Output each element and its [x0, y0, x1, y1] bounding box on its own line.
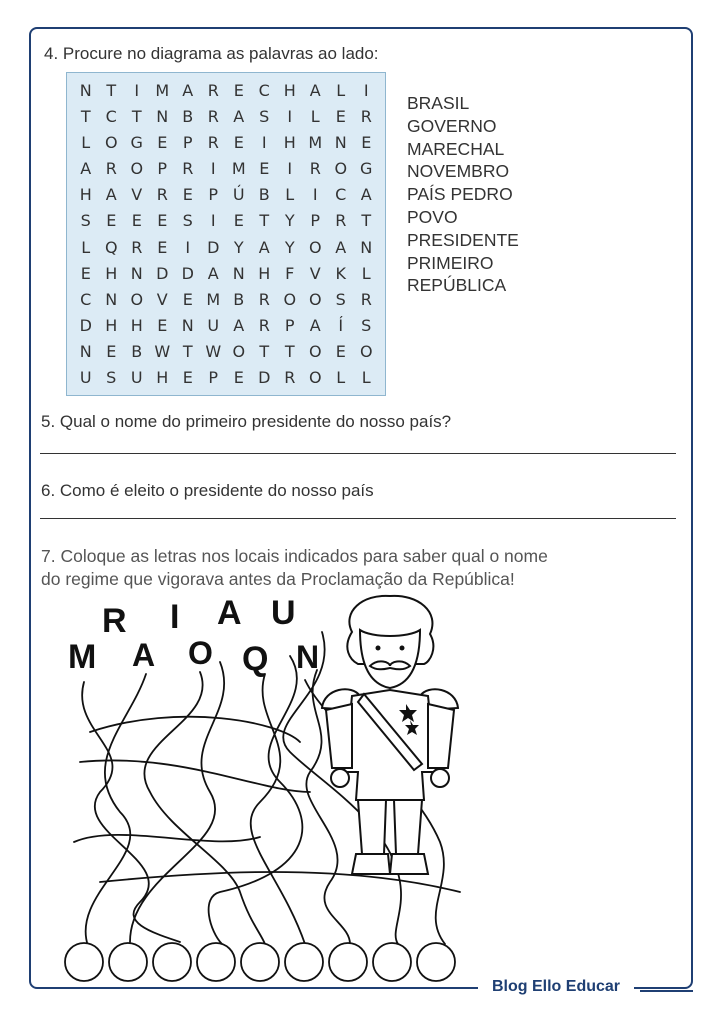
question-4-title: 4. Procure no diagrama as palavras ao lado:	[44, 44, 379, 63]
grid-cell[interactable]: N	[232, 263, 245, 283]
grid-cell[interactable]: R	[258, 316, 270, 336]
grid-cell[interactable]: A	[309, 80, 321, 100]
grid-cell[interactable]: N	[360, 237, 373, 257]
grid-cell[interactable]: H	[79, 185, 92, 205]
grid-cell[interactable]: H	[283, 80, 296, 100]
grid-cell[interactable]: I	[134, 80, 140, 100]
grid-cell[interactable]: R	[284, 368, 296, 388]
grid-cell[interactable]: A	[335, 237, 347, 257]
grid-cell[interactable]: O	[130, 159, 144, 179]
grid-cell[interactable]: L	[81, 132, 91, 152]
grid-cell[interactable]: A	[258, 237, 270, 257]
grid-cell[interactable]: E	[233, 211, 244, 231]
grid-cell[interactable]: H	[156, 368, 169, 388]
grid-cell[interactable]: V	[309, 263, 321, 283]
word-list-item: REPÚBLICA	[407, 275, 507, 296]
grid-cell[interactable]: I	[210, 211, 216, 231]
grid-cell[interactable]: P	[284, 316, 295, 336]
grid-cell[interactable]: Ú	[232, 185, 245, 205]
grid-cell[interactable]: D	[79, 316, 92, 336]
grid-cell[interactable]: E	[182, 289, 193, 309]
grid-cell[interactable]: H	[130, 316, 143, 336]
grid-cell[interactable]: E	[157, 132, 168, 152]
grid-cell[interactable]: E	[361, 132, 372, 152]
letter-top-1: R	[102, 602, 127, 640]
grid-cell[interactable]: O	[308, 289, 322, 309]
word-list-item: GOVERNO	[407, 115, 497, 136]
grid-cell[interactable]: P	[208, 368, 219, 388]
grid-cell[interactable]: R	[309, 159, 321, 179]
grid-cell[interactable]: U	[207, 316, 220, 336]
grid-cell[interactable]: E	[106, 211, 117, 231]
grid-cell[interactable]: R	[335, 211, 347, 231]
grid-cell[interactable]: I	[287, 159, 293, 179]
answer-circle-6[interactable]	[285, 943, 323, 981]
grid-cell[interactable]: I	[185, 237, 191, 257]
footer-brand: Blog Ello Educar	[478, 978, 634, 996]
grid-cell[interactable]: S	[335, 289, 346, 309]
grid-cell[interactable]: N	[79, 342, 92, 362]
letter-top-4: U	[271, 594, 296, 632]
grid-cell[interactable]: R	[131, 237, 143, 257]
grid-cell[interactable]: D	[156, 263, 169, 283]
word-list-item: MARECHAL	[407, 138, 505, 159]
grid-cell[interactable]: A	[233, 316, 245, 336]
grid-cell[interactable]: E	[182, 368, 193, 388]
grid-cell[interactable]: D	[258, 368, 271, 388]
grid-cell[interactable]: C	[105, 106, 117, 126]
grid-cell[interactable]: C	[335, 185, 347, 205]
grid-cell[interactable]: N	[334, 132, 347, 152]
grid-cell[interactable]: C	[80, 289, 92, 309]
grid-cell[interactable]: U	[130, 368, 143, 388]
grid-cell[interactable]: E	[131, 211, 142, 231]
grid-cell[interactable]: N	[130, 263, 143, 283]
grid-cell[interactable]: W	[205, 342, 222, 362]
answer-circle-5[interactable]	[241, 943, 279, 981]
grid-cell[interactable]: R	[156, 185, 168, 205]
grid-cell[interactable]: B	[131, 342, 143, 362]
grid-cell[interactable]: R	[182, 159, 194, 179]
word-list	[407, 92, 519, 297]
grid-cell[interactable]: L	[336, 368, 346, 388]
grid-cell[interactable]: M	[206, 289, 221, 309]
question-5-text: 5. Qual o nome do primeiro presidente do nosso país?	[41, 412, 452, 431]
grid-cell[interactable]: L	[310, 106, 320, 126]
grid-cell[interactable]: H	[105, 263, 118, 283]
grid-cell[interactable]: E	[182, 185, 193, 205]
grid-cell[interactable]: O	[308, 368, 322, 388]
letter-bottom-2: A	[132, 637, 156, 673]
grid-cell[interactable]: U	[79, 368, 92, 388]
grid-cell[interactable]: R	[360, 289, 372, 309]
answer-circle-8[interactable]	[373, 943, 411, 981]
grid-cell[interactable]: S	[106, 368, 117, 388]
grid-cell[interactable]: G	[360, 159, 373, 179]
answer-circle-9[interactable]	[417, 943, 455, 981]
grid-cell[interactable]: S	[80, 211, 91, 231]
grid-cell[interactable]: R	[258, 289, 270, 309]
grid-cell[interactable]: A	[309, 316, 321, 336]
word-list-item: NOVEMBRO	[407, 161, 510, 182]
grid-cell[interactable]: S	[361, 316, 372, 336]
grid-cell[interactable]: A	[233, 106, 245, 126]
letter-bottom-1: M	[68, 638, 97, 676]
grid-cell[interactable]: E	[335, 106, 346, 126]
grid-cell[interactable]: R	[360, 106, 372, 126]
question-6-text: 6. Como é eleito o presidente do nosso país	[41, 481, 374, 500]
puzzle-letters	[68, 594, 319, 678]
grid-cell[interactable]: I	[312, 185, 318, 205]
grid-cell[interactable]: O	[308, 237, 322, 257]
grid-cell[interactable]: L	[361, 263, 371, 283]
answer-circle-4[interactable]	[197, 943, 235, 981]
grid-cell[interactable]: L	[361, 368, 371, 388]
grid-cell[interactable]: R	[105, 159, 117, 179]
grid-cell[interactable]: R	[207, 132, 219, 152]
grid-cell[interactable]: D	[207, 237, 220, 257]
emperor-illustration	[312, 592, 468, 880]
grid-cell[interactable]: R	[207, 80, 219, 100]
letter-bottom-3: O	[188, 635, 213, 671]
grid-cell[interactable]: N	[181, 316, 194, 336]
grid-cell[interactable]: A	[105, 185, 117, 205]
grid-cell[interactable]: D	[181, 263, 194, 283]
grid-cell[interactable]: N	[105, 289, 118, 309]
word-search-grid	[66, 72, 386, 396]
question-7-line-1: 7. Coloque as letras nos locais indicados para saber qual o nome	[41, 546, 548, 566]
grid-cell[interactable]: B	[182, 106, 194, 126]
grid-cell[interactable]: P	[208, 185, 219, 205]
grid-cell[interactable]: M	[308, 132, 323, 152]
grid-cell[interactable]: K	[335, 263, 346, 283]
word-list-item: PAÍS PEDRO	[407, 184, 513, 205]
grid-cell[interactable]: O	[130, 289, 144, 309]
grid-cell[interactable]: W	[154, 342, 171, 362]
grid-cell[interactable]: T	[284, 342, 295, 362]
letter-top-2: I	[170, 598, 180, 636]
grid-cell[interactable]: T	[80, 106, 91, 126]
grid-cell[interactable]: E	[259, 159, 270, 179]
question-7-text	[41, 545, 548, 591]
grid-cell[interactable]: O	[334, 159, 348, 179]
grid-cell[interactable]: L	[81, 237, 91, 257]
grid-cell[interactable]: P	[310, 211, 321, 231]
grid-cell[interactable]: O	[104, 132, 118, 152]
grid-cell[interactable]: E	[106, 342, 117, 362]
grid-cell[interactable]: S	[182, 211, 193, 231]
grid-cell[interactable]: T	[259, 342, 270, 362]
grid-cell[interactable]: O	[232, 342, 246, 362]
grid-cell[interactable]: P	[157, 159, 168, 179]
grid-cell[interactable]: E	[233, 80, 244, 100]
grid-cell[interactable]: G	[130, 132, 143, 152]
answer-circle-1[interactable]	[65, 943, 103, 981]
grid-cell[interactable]: M	[231, 159, 246, 179]
answer-circle-2[interactable]	[109, 943, 147, 981]
grid-cell[interactable]: H	[105, 316, 118, 336]
grid-cell[interactable]: T	[106, 80, 117, 100]
grid-cell[interactable]: T	[182, 342, 193, 362]
grid-cell[interactable]: Y	[284, 211, 295, 231]
grid-cell[interactable]: Y	[233, 237, 244, 257]
answer-line-6[interactable]	[40, 518, 676, 519]
grid-cell[interactable]: A	[360, 185, 372, 205]
grid-cell[interactable]: N	[156, 106, 169, 126]
grid-cell[interactable]: A	[207, 263, 219, 283]
grid-cell[interactable]: E	[335, 342, 346, 362]
grid-cell[interactable]: E	[157, 211, 168, 231]
grid-cell[interactable]: O	[359, 342, 373, 362]
grid-cell[interactable]: T	[361, 211, 372, 231]
word-list-item: POVO	[407, 206, 458, 227]
grid-cell[interactable]: H	[258, 263, 271, 283]
grid-cell[interactable]: I	[261, 132, 267, 152]
grid-cell[interactable]: E	[157, 237, 168, 257]
grid-cell[interactable]: E	[157, 316, 168, 336]
grid-cell[interactable]: L	[285, 185, 295, 205]
question-7-line-2: do regime que vigorava antes da Proclamação da República!	[41, 569, 515, 589]
grid-cell[interactable]: M	[155, 80, 170, 100]
grid-cell[interactable]: T	[131, 106, 142, 126]
grid-cell[interactable]: B	[233, 289, 245, 309]
answer-circles	[65, 943, 455, 981]
grid-cell[interactable]: V	[131, 185, 143, 205]
grid-cell[interactable]: Y	[284, 237, 295, 257]
letter-bottom-4: Q	[242, 640, 269, 678]
answer-circle-3[interactable]	[153, 943, 191, 981]
grid-cell[interactable]: A	[182, 80, 194, 100]
answer-circle-7[interactable]	[329, 943, 367, 981]
answer-line-5[interactable]	[40, 453, 676, 454]
grid-cell[interactable]: C	[258, 80, 270, 100]
grid-cell[interactable]: Q	[104, 237, 118, 257]
grid-cell[interactable]: B	[258, 185, 270, 205]
grid-cell[interactable]: E	[233, 368, 244, 388]
footer-line-right	[640, 990, 693, 992]
grid-cell[interactable]: R	[207, 106, 219, 126]
grid-cell[interactable]: N	[79, 80, 92, 100]
grid-cell[interactable]: O	[283, 289, 297, 309]
letter-bottom-5: N	[296, 639, 320, 675]
grid-cell[interactable]: V	[156, 289, 168, 309]
grid-cell[interactable]: I	[210, 159, 216, 179]
letter-top-3: A	[217, 594, 242, 632]
word-list-item: BRASIL	[407, 93, 470, 113]
grid-cell[interactable]: E	[80, 263, 91, 283]
grid-cell[interactable]: I	[363, 80, 369, 100]
word-list-item: PRIMEIRO	[407, 252, 494, 273]
grid-cell[interactable]: I	[287, 106, 293, 126]
grid-cell[interactable]: E	[233, 132, 244, 152]
grid-cell[interactable]: T	[259, 211, 270, 231]
grid-cell[interactable]: Í	[338, 316, 344, 336]
grid-cell[interactable]: F	[285, 263, 295, 283]
grid-cell[interactable]: S	[259, 106, 270, 126]
grid-cell[interactable]: O	[308, 342, 322, 362]
grid-cell[interactable]: H	[283, 132, 296, 152]
word-list-item: PRESIDENTE	[407, 229, 519, 250]
grid-cell[interactable]: P	[182, 132, 193, 152]
grid-cell[interactable]: L	[336, 80, 346, 100]
grid-cell[interactable]: A	[80, 159, 92, 179]
